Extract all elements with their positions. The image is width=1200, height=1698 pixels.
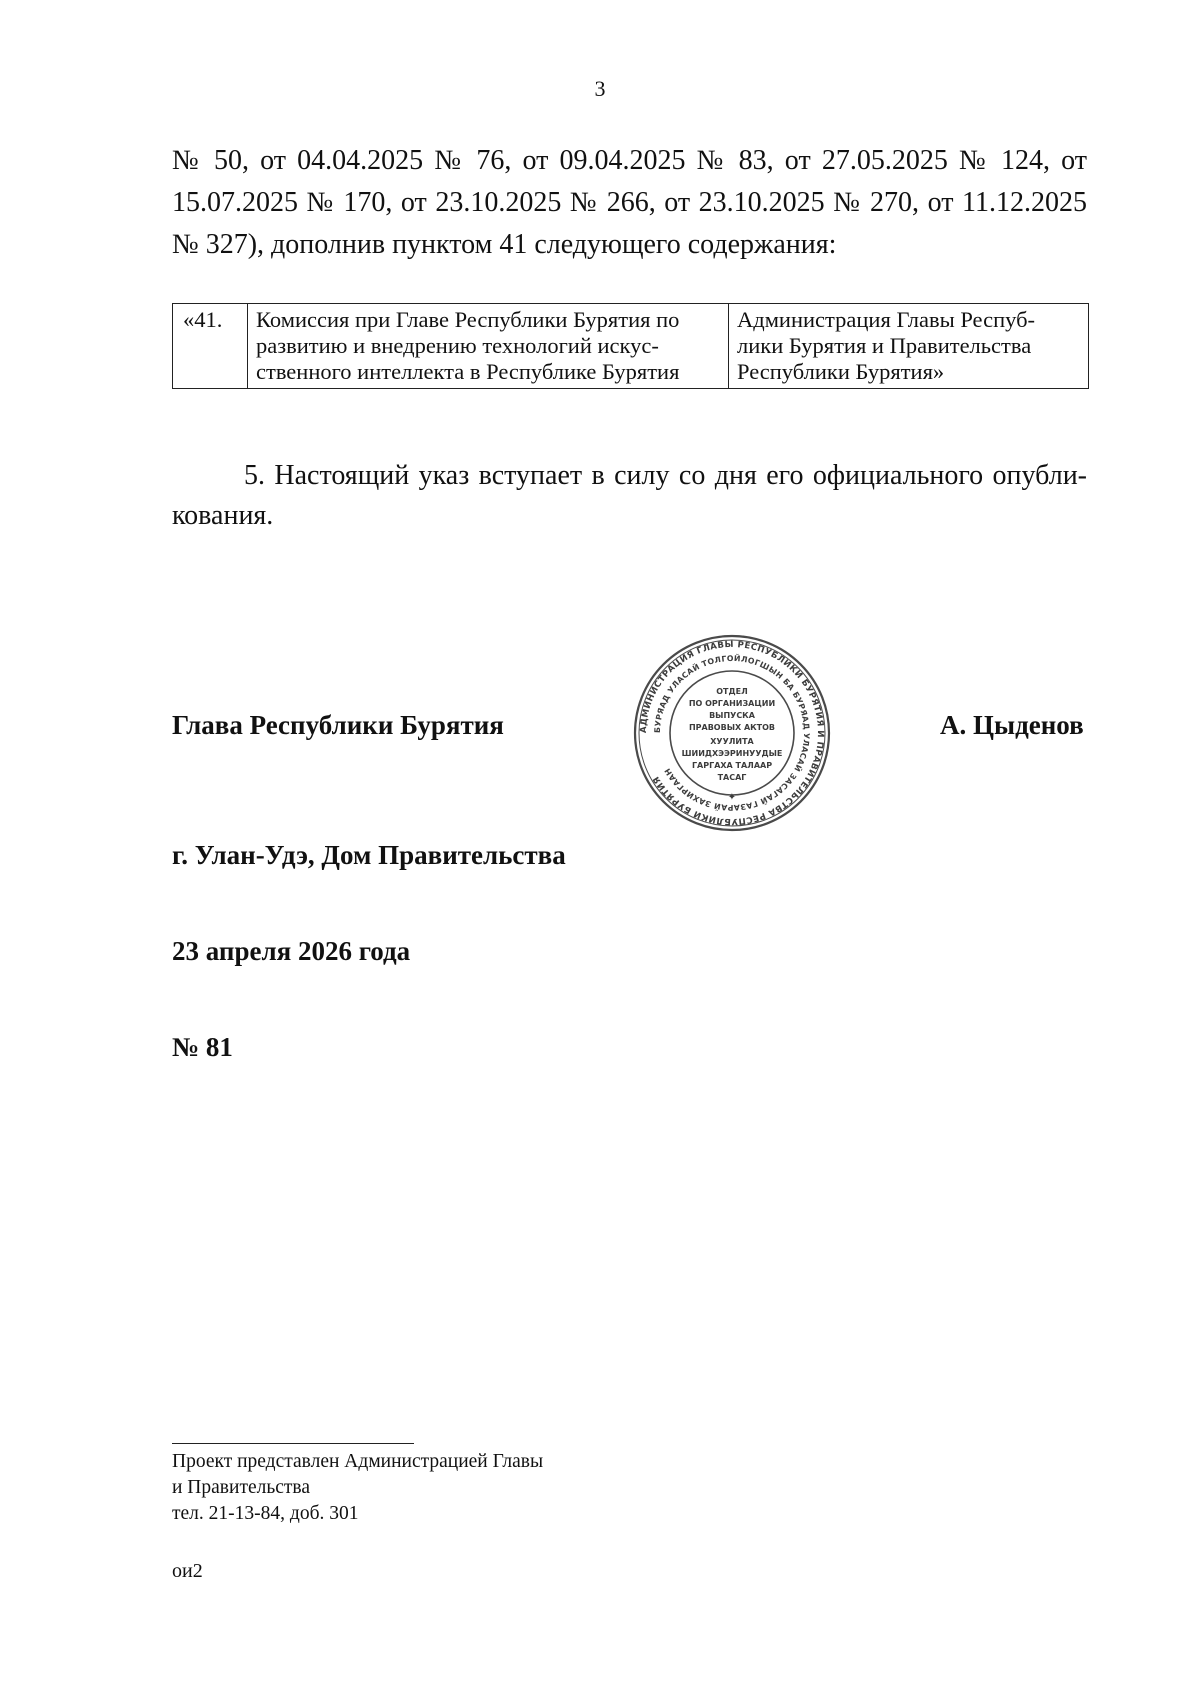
item-5-paragraph (172, 456, 1087, 536)
item-5-line: 5. Настоящий указ вступает в силу со дня его официального опубли- (244, 460, 1087, 491)
seal-outer-text: АДМИНИСТРАЦИЯ ГЛАВЫ РЕСПУБЛИКИ БУРЯТИЯ И ПРАВИТЕЛЬСТВА РЕСПУБЛИКИ БУРЯТИЯ (638, 639, 826, 827)
addition-table (172, 303, 1089, 389)
table-cell-number: «41. (173, 304, 248, 389)
table-cell-line: лики Бурятия и Правительства (737, 333, 1032, 358)
decree-number: № 81 (172, 1032, 233, 1062)
seal-inner-ring-text: БУРЯАД УЛАСАЙ ТОЛГОЙЛОГШЫН БА БУРЯАД УЛАСАЙ ЗАСАГАЙ ГАЗАРАЙ ЗАХИРГААН (652, 653, 812, 813)
table-row (173, 304, 1089, 389)
seal-center-line: ХУУЛИТА (710, 737, 754, 746)
seal-center-line: ГАРГАХА ТАЛААР (691, 761, 773, 770)
intro-paragraph (172, 140, 1087, 266)
seal-center-line: ВЫПУСКА (709, 711, 755, 720)
svg-text:БУРЯАД УЛАСАЙ ТОЛГОЙЛОГШЫН БА (653, 654, 811, 812)
page-number: 3 (594, 76, 606, 101)
signing-date: 23 апреля 2026 года (172, 936, 411, 966)
table-cell-line: Администрация Главы Респуб- (737, 307, 1036, 332)
signature-name: А. Цыденов (940, 710, 1084, 740)
seal-center-line: ШИИДХЭЭРИНУУДЫЕ (681, 749, 783, 758)
intro-line: № 327), дополнив пунктом 41 следующего содержания: (172, 229, 837, 260)
intro-line: № 50, от 04.04.2025 № 76, от 09.04.2025 № 83, от 27.05.2025 № 124, от (172, 145, 1087, 176)
table-cell-line: развитию и внедрению технологий искус- (256, 333, 659, 358)
seal-star-icon: ✦ (727, 792, 737, 803)
official-seal (632, 628, 832, 838)
seal-center-line: ТАСАГ (717, 773, 747, 782)
table-cell-administration (729, 304, 1089, 389)
seal-center-line: ПО ОРГАНИЗАЦИИ (688, 699, 776, 708)
item-5-line: кования. (172, 500, 274, 531)
table-cell-line: ственного интеллекта в Республике Бурятия (256, 359, 680, 384)
table-cell-line: Комиссия при Главе Республики Бурятия по (256, 307, 680, 332)
table-cell-commission (248, 304, 729, 389)
intro-line: 15.07.2025 № 170, от 23.10.2025 № 266, от 23.10.2025 № 270, от 11.12.2025 (172, 187, 1087, 218)
seal-center-line: ПРАВОВЫХ АКТОВ (688, 723, 776, 732)
document-code: ои2 (172, 1560, 203, 1582)
footnote-divider (172, 1443, 414, 1444)
footnote-line: и Правительства (172, 1477, 311, 1498)
footnote-line: Проект представлен Администрацией Главы (172, 1451, 544, 1472)
footnote (172, 1449, 543, 1527)
signature-title: Глава Республики Бурятия (172, 710, 504, 740)
footnote-line: тел. 21-13-84, доб. 301 (172, 1503, 359, 1524)
table-cell-line: Республики Бурятия» (737, 359, 945, 384)
seal-center-line: ОТДЕЛ (716, 687, 748, 696)
signing-place: г. Улан-Удэ, Дом Правительства (172, 840, 566, 870)
